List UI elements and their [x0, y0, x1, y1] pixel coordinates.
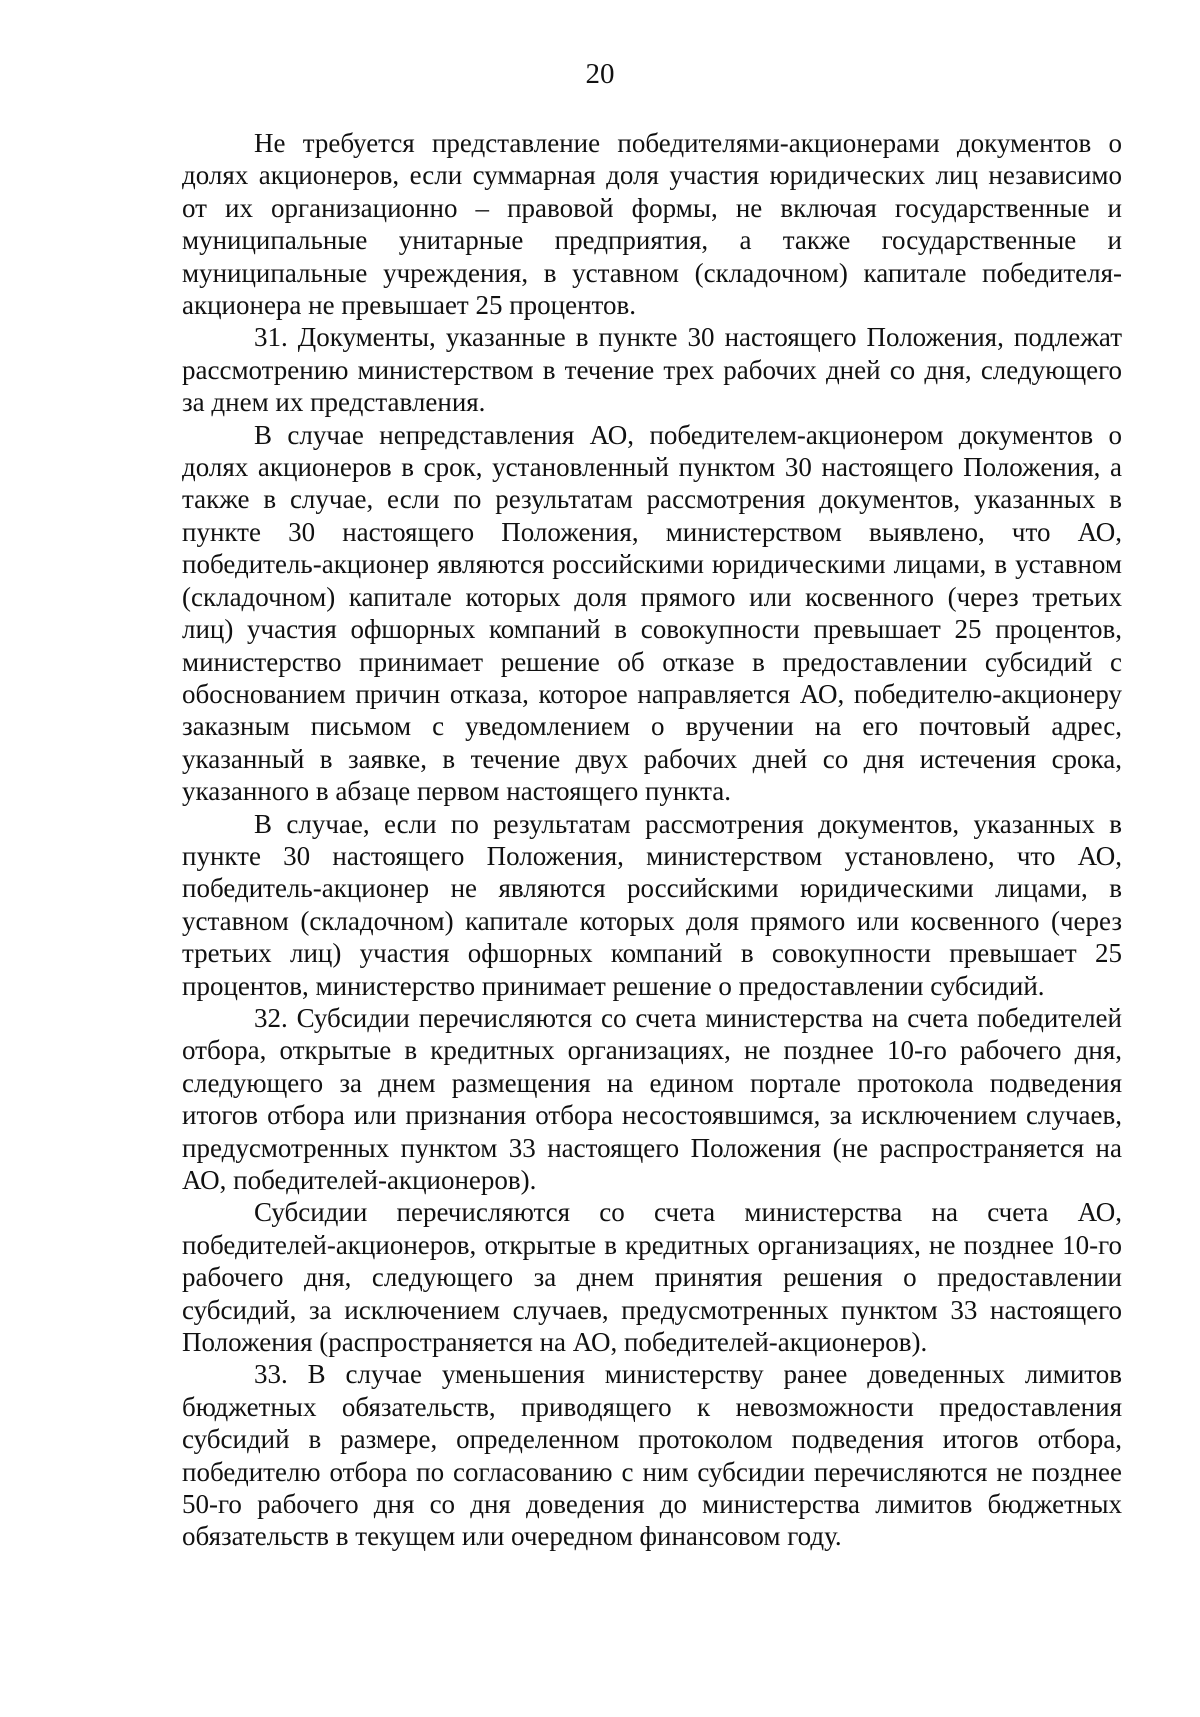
paragraph-item-33: 33. В случае уменьшения министерству ранее доведенных лимитов бюджетных обязательств, приводящего к невозможности предоставления субсидий в размере, определенном протоколом подведения итогов отбора, победителю отбора по согласованию с ним субсидии перечисляются не позднее 50-го рабочего дня со дня доведения до министерства лимитов бюджетных обязательств в текущем или очередном финансовом году. [182, 1359, 1122, 1552]
paragraph-approval-case: В случае, если по результатам рассмотрения документов, указанных в пункте 30 настоящего Положения, министерством установлено, что АО, победитель-акционер не являются российскими юридическими лицами, в уставном (складочном) капитале которых доля прямого или косвенного (через третьих лиц) участия офшорных компаний в совокупности превышает 25 процентов, министерство принимает решение о предоставлении субсидий. [182, 808, 1122, 1001]
paragraph-refusal-case: В случае непредставления АО, победителем-акционером документов о долях акционеров в срок, установленный пунктом 30 настоящего Положения, а также в случае, если по результатам рассмотрения документов, указанных в пункте 30 настоящего Положения, министерством выявлено, что АО, победитель-акционер являются российскими юридическими лицами, в уставном (складочном) капитале которых доля прямого или косвенного (через третьих лиц) участия офшорных компаний в совокупности превышает 25 процентов, министерство принимает решение об отказе в предоставлении субсидий с обоснованием причин отказа, которое направляется АО, победителю-акционеру заказным письмом с уведомлением о вручении на его почтовый адрес, указанный в заявке, в течение двух рабочих дней со дня истечения срока, указанного в абзаце первом настоящего пункта. [182, 419, 1122, 807]
paragraph-item-31: 31. Документы, указанные в пункте 30 настоящего Положения, подлежат рассмотрению министерством в течение трех рабочих дней со дня, следующего за днем их представления. [182, 322, 1122, 418]
document-body [182, 127, 1122, 1553]
paragraph-shareholder-documents: Не требуется представление победителями-акционерами документов о долях акционеров, если суммарная доля участия юридических лиц независимо от их организационно – правовой формы, не включая государственные и муниципальные унитарные предприятия, а также государственные и муниципальные учреждения, в уставном (складочном) капитале победителя-акционера не превышает 25 процентов. [182, 128, 1122, 321]
paragraph-item-32: 32. Субсидии перечисляются со счета министерства на счета победителей отбора, открытые в кредитных организациях, не позднее 10-го рабочего дня, следующего за днем размещения на едином портале протокола подведения итогов отбора или признания отбора несостоявшимся, за исключением случаев, предусмотренных пунктом 33 настоящего Положения (не распространяется на АО, победителей-акционеров). [182, 1002, 1122, 1195]
page-number: 20 [585, 58, 615, 90]
paragraph-transfer-to-ao: Субсидии перечисляются со счета министерства на счета АО, победителей-акционеров, открытые в кредитных организациях, не позднее 10-го рабочего дня, следующего за днем принятия решения о предоставлении субсидий, за исключением случаев, предусмотренных пунктом 33 настоящего Положения (распространяется на АО, победителей-акционеров). [182, 1197, 1122, 1358]
